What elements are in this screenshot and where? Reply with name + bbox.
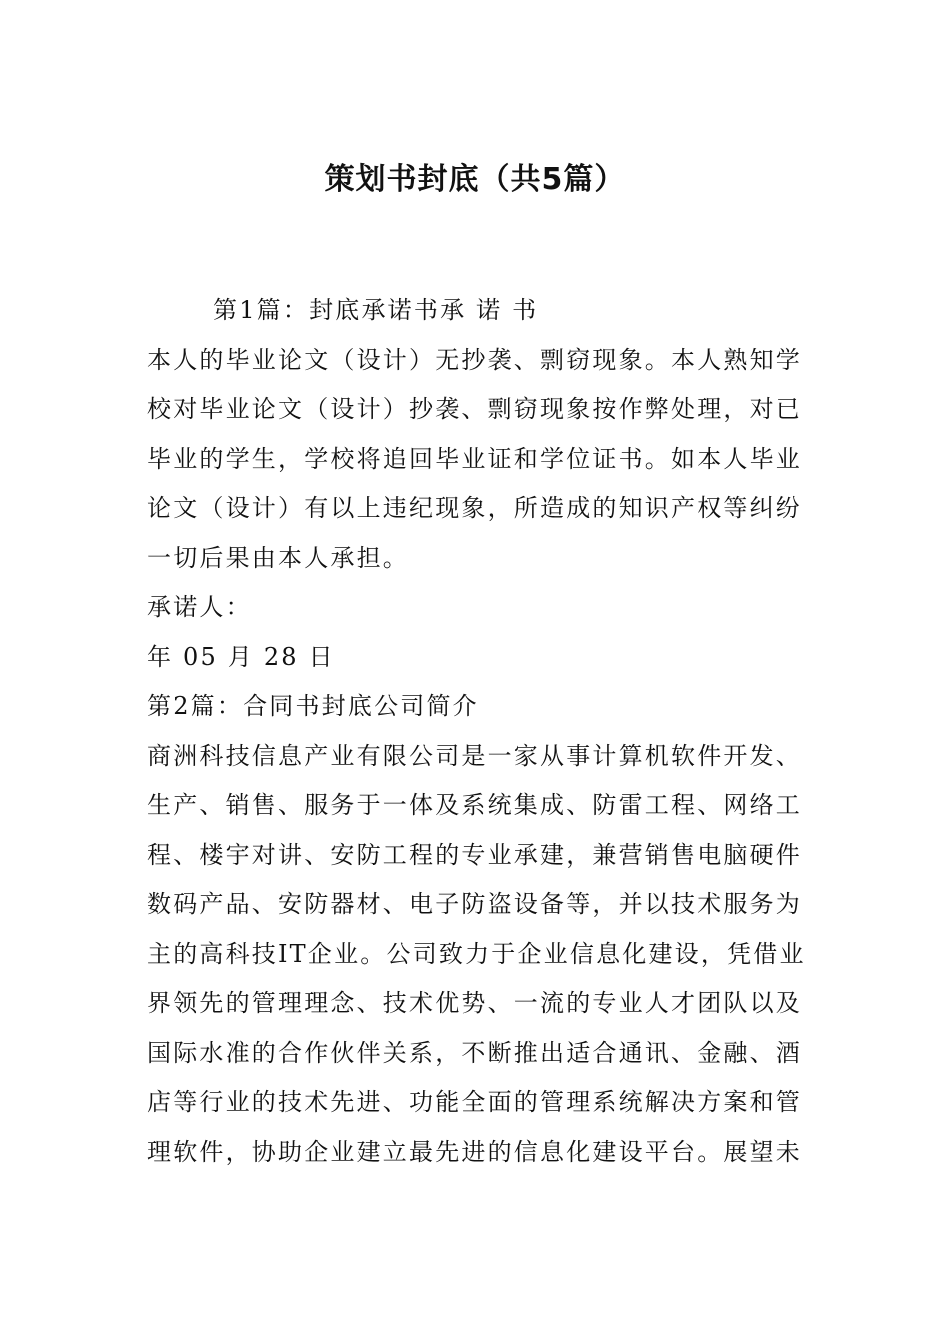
paragraph-line: 一切后果由本人承担。 xyxy=(147,543,409,572)
page-title: 策划书封底（共5篇） xyxy=(324,162,626,197)
paragraph-line: 论文（设计）有以上违纪现象，所造成的知识产权等纠纷 xyxy=(147,494,802,522)
date-line: 年 05 月 28 日 xyxy=(147,642,335,671)
paragraph-line: 数码产品、安防器材、电子防盗设备等，并以技术服务为 xyxy=(147,890,802,918)
section-heading: 第1篇：封底承诺书承 诺 书 xyxy=(213,296,539,324)
paragraph-line: 毕业的学生，学校将追回毕业证和学位证书。如本人毕业 xyxy=(147,444,802,473)
paragraph-line: 程、楼宇对讲、安防工程的专业承建，兼营销售电脑硬件 xyxy=(147,840,802,869)
paragraph-line: 生产、销售、服务于一体及系统集成、防雷工程、网络工 xyxy=(147,791,802,819)
paragraph-line: 本人的毕业论文（设计）无抄袭、剽窃现象。本人熟知学 xyxy=(147,345,802,374)
document-body xyxy=(147,286,807,1177)
paragraph-line: 国际水准的合作伙伴关系，不断推出适合通讯、金融、酒 xyxy=(147,1038,802,1067)
paragraph-line: 商洲科技信息产业有限公司是一家从事计算机软件开发、 xyxy=(147,741,802,770)
signature-label: 承诺人： xyxy=(147,593,252,621)
paragraph-line: 理软件，协助企业建立最先进的信息化建设平台。展望未 xyxy=(147,1137,802,1166)
section-heading: 第2篇：合同书封底公司简介 xyxy=(147,692,479,720)
paragraph-line: 主的高科技IT企业。公司致力于企业信息化建设，凭借业 xyxy=(147,939,806,968)
paragraph-line: 店等行业的技术先进、功能全面的管理系统解决方案和管 xyxy=(147,1088,802,1116)
paragraph-line: 界领先的管理理念、技术优势、一流的专业人才团队以及 xyxy=(147,989,802,1017)
paragraph-line: 校对毕业论文（设计）抄袭、剽窃现象按作弊处理，对已 xyxy=(147,395,802,423)
